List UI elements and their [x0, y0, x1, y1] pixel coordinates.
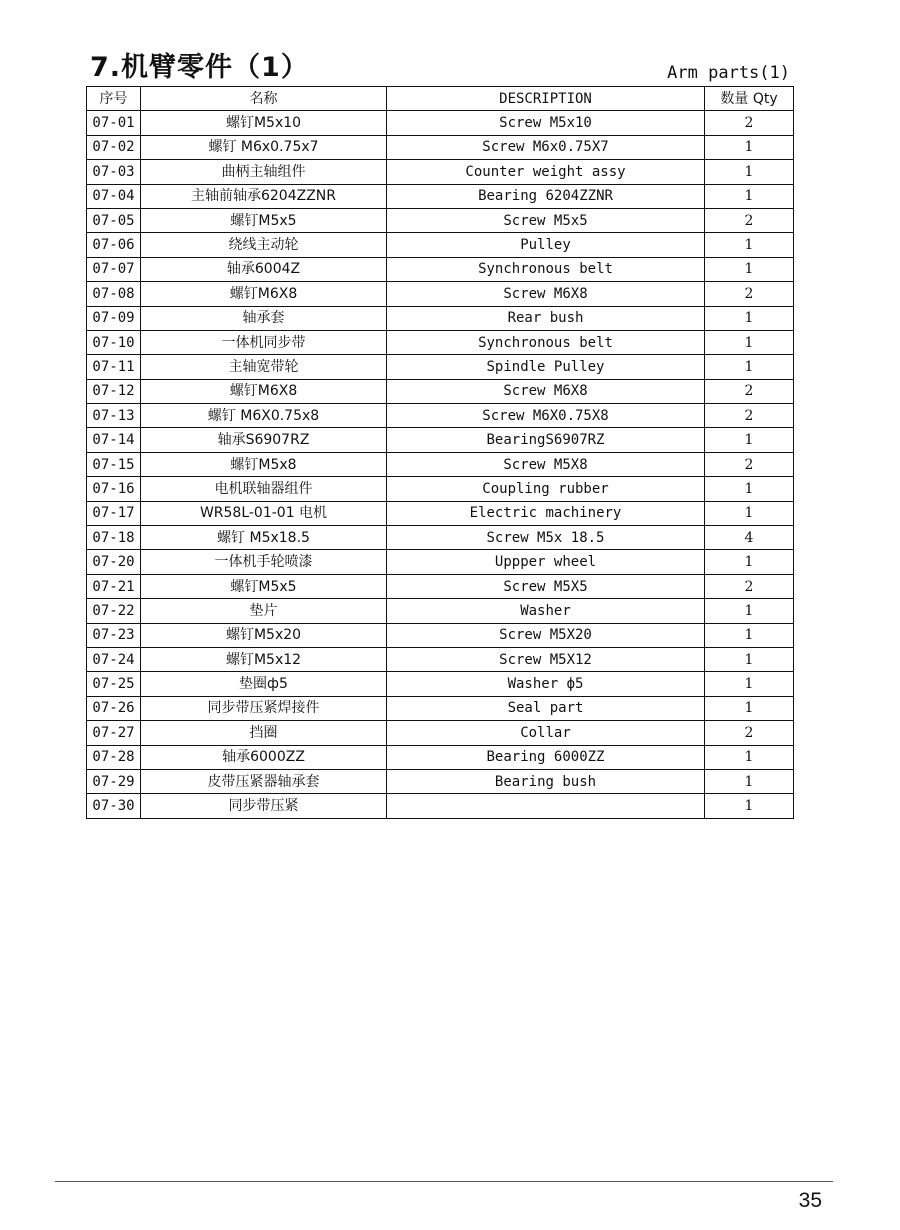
part-description-cell: Screw M5X20: [387, 623, 705, 647]
part-number-cell: 07-13: [87, 404, 141, 428]
part-number-cell: 07-21: [87, 574, 141, 598]
column-header-no: 序号: [87, 87, 141, 111]
part-name-cell: 螺钉M6X8: [141, 282, 387, 306]
part-description-cell: Rear bush: [387, 306, 705, 330]
part-description-cell: Screw M5x 18.5: [387, 526, 705, 550]
part-quantity-cell: 1: [705, 647, 794, 671]
table-row: [87, 160, 794, 184]
part-name-cell: WR58L-01-01 电机: [141, 501, 387, 525]
part-name-cell: 主轴前轴承6204ZZNR: [141, 184, 387, 208]
section-title-chinese: 7.机臂零件（1）: [90, 52, 309, 83]
part-description-cell: Washer: [387, 599, 705, 623]
table-row: [87, 501, 794, 525]
part-number-cell: 07-22: [87, 599, 141, 623]
column-header-name: 名称: [141, 87, 387, 111]
part-quantity-cell: 2: [705, 282, 794, 306]
table-row: [87, 452, 794, 476]
part-number-cell: 07-01: [87, 111, 141, 135]
table-row: [87, 330, 794, 354]
table-row: [87, 794, 794, 818]
part-number-cell: 07-14: [87, 428, 141, 452]
part-name-cell: 同步带压紧: [141, 794, 387, 818]
footer-divider: [55, 1181, 833, 1182]
part-description-cell: BearingS6907RZ: [387, 428, 705, 452]
part-description-cell: Uppper wheel: [387, 550, 705, 574]
part-description-cell: Screw M6X0.75X8: [387, 404, 705, 428]
part-quantity-cell: 4: [705, 526, 794, 550]
page-header: [86, 50, 796, 86]
table-row: [87, 526, 794, 550]
table-row: [87, 404, 794, 428]
part-quantity-cell: 1: [705, 769, 794, 793]
page-number: 35: [798, 1189, 822, 1212]
part-quantity-cell: 1: [705, 257, 794, 281]
table-row: [87, 477, 794, 501]
part-quantity-cell: 1: [705, 160, 794, 184]
part-number-cell: 07-12: [87, 379, 141, 403]
part-quantity-cell: 1: [705, 794, 794, 818]
part-quantity-cell: 2: [705, 379, 794, 403]
parts-table: [86, 86, 794, 819]
part-name-cell: 同步带压紧焊接件: [141, 696, 387, 720]
part-description-cell: Collar: [387, 721, 705, 745]
part-quantity-cell: 1: [705, 672, 794, 696]
table-row: [87, 623, 794, 647]
table-row: [87, 696, 794, 720]
part-quantity-cell: 1: [705, 477, 794, 501]
part-quantity-cell: 1: [705, 184, 794, 208]
part-description-cell: Bearing 6204ZZNR: [387, 184, 705, 208]
part-name-cell: 挡圈: [141, 721, 387, 745]
part-number-cell: 07-03: [87, 160, 141, 184]
table-row: [87, 111, 794, 135]
part-description-cell: [387, 794, 705, 818]
part-name-cell: 轴承6004Z: [141, 257, 387, 281]
part-number-cell: 07-29: [87, 769, 141, 793]
part-quantity-cell: 2: [705, 404, 794, 428]
part-description-cell: Screw M5x10: [387, 111, 705, 135]
table-row: [87, 282, 794, 306]
part-quantity-cell: 1: [705, 355, 794, 379]
part-number-cell: 07-23: [87, 623, 141, 647]
part-name-cell: 螺钉M5x12: [141, 647, 387, 671]
table-row: [87, 306, 794, 330]
table-row: [87, 574, 794, 598]
part-quantity-cell: 1: [705, 696, 794, 720]
part-number-cell: 07-06: [87, 233, 141, 257]
part-name-cell: 轴承套: [141, 306, 387, 330]
part-description-cell: Screw M5X5: [387, 574, 705, 598]
part-number-cell: 07-25: [87, 672, 141, 696]
part-description-cell: Screw M6X8: [387, 282, 705, 306]
part-description-cell: Screw M6X8: [387, 379, 705, 403]
part-name-cell: 电机联轴器组件: [141, 477, 387, 501]
table-row: [87, 379, 794, 403]
part-number-cell: 07-20: [87, 550, 141, 574]
part-number-cell: 07-05: [87, 208, 141, 232]
part-name-cell: 垫圈ф5: [141, 672, 387, 696]
part-description-cell: Screw M5x5: [387, 208, 705, 232]
part-name-cell: 螺钉M5x10: [141, 111, 387, 135]
part-quantity-cell: 1: [705, 599, 794, 623]
part-name-cell: 螺钉 M6X0.75x8: [141, 404, 387, 428]
part-quantity-cell: 2: [705, 721, 794, 745]
table-row: [87, 745, 794, 769]
part-description-cell: Screw M6x0.75X7: [387, 135, 705, 159]
part-number-cell: 07-11: [87, 355, 141, 379]
part-description-cell: Coupling rubber: [387, 477, 705, 501]
part-name-cell: 轴承6000ZZ: [141, 745, 387, 769]
part-description-cell: Spindle Pulley: [387, 355, 705, 379]
part-name-cell: 螺钉M5x5: [141, 208, 387, 232]
part-name-cell: 绕线主动轮: [141, 233, 387, 257]
table-row: [87, 233, 794, 257]
part-number-cell: 07-04: [87, 184, 141, 208]
part-quantity-cell: 2: [705, 208, 794, 232]
part-number-cell: 07-09: [87, 306, 141, 330]
part-name-cell: 螺钉M5x8: [141, 452, 387, 476]
part-quantity-cell: 1: [705, 306, 794, 330]
part-number-cell: 07-27: [87, 721, 141, 745]
part-quantity-cell: 1: [705, 501, 794, 525]
part-quantity-cell: 2: [705, 452, 794, 476]
table-row: [87, 672, 794, 696]
table-row: [87, 769, 794, 793]
part-name-cell: 螺钉M5x20: [141, 623, 387, 647]
part-description-cell: Seal part: [387, 696, 705, 720]
parts-table-body: [87, 111, 794, 818]
part-number-cell: 07-07: [87, 257, 141, 281]
part-number-cell: 07-17: [87, 501, 141, 525]
part-name-cell: 皮带压紧器轴承套: [141, 769, 387, 793]
table-header-row: [87, 87, 794, 111]
table-row: [87, 184, 794, 208]
part-quantity-cell: 1: [705, 550, 794, 574]
part-quantity-cell: 1: [705, 428, 794, 452]
part-number-cell: 07-28: [87, 745, 141, 769]
part-number-cell: 07-10: [87, 330, 141, 354]
table-row: [87, 428, 794, 452]
table-row: [87, 550, 794, 574]
part-name-cell: 螺钉 M6x0.75x7: [141, 135, 387, 159]
part-quantity-cell: 1: [705, 330, 794, 354]
part-description-cell: Screw M5X12: [387, 647, 705, 671]
part-description-cell: Bearing 6000ZZ: [387, 745, 705, 769]
part-number-cell: 07-16: [87, 477, 141, 501]
table-row: [87, 647, 794, 671]
table-row: [87, 355, 794, 379]
part-name-cell: 曲柄主轴组件: [141, 160, 387, 184]
part-number-cell: 07-26: [87, 696, 141, 720]
part-description-cell: Screw M5X8: [387, 452, 705, 476]
part-quantity-cell: 1: [705, 745, 794, 769]
part-name-cell: 螺钉M5x5: [141, 574, 387, 598]
part-description-cell: Washer ф5: [387, 672, 705, 696]
part-name-cell: 轴承S6907RZ: [141, 428, 387, 452]
part-number-cell: 07-15: [87, 452, 141, 476]
table-row: [87, 721, 794, 745]
part-quantity-cell: 1: [705, 135, 794, 159]
part-name-cell: 螺钉M6X8: [141, 379, 387, 403]
part-description-cell: Counter weight assy: [387, 160, 705, 184]
part-description-cell: Synchronous belt: [387, 330, 705, 354]
part-quantity-cell: 2: [705, 111, 794, 135]
part-quantity-cell: 1: [705, 233, 794, 257]
part-name-cell: 垫片: [141, 599, 387, 623]
part-number-cell: 07-30: [87, 794, 141, 818]
part-name-cell: 一体机同步带: [141, 330, 387, 354]
part-description-cell: Synchronous belt: [387, 257, 705, 281]
section-title-english: Arm parts(1): [667, 63, 790, 83]
part-description-cell: Electric machinery: [387, 501, 705, 525]
part-number-cell: 07-08: [87, 282, 141, 306]
part-number-cell: 07-02: [87, 135, 141, 159]
part-quantity-cell: 1: [705, 623, 794, 647]
column-header-qty: 数量 Qty: [705, 87, 794, 111]
column-header-description: DESCRIPTION: [387, 87, 705, 111]
table-row: [87, 208, 794, 232]
part-name-cell: 主轴宽带轮: [141, 355, 387, 379]
part-name-cell: 螺钉 M5x18.5: [141, 526, 387, 550]
table-row: [87, 257, 794, 281]
table-row: [87, 135, 794, 159]
table-row: [87, 599, 794, 623]
part-name-cell: 一体机手轮喷漆: [141, 550, 387, 574]
part-quantity-cell: 2: [705, 574, 794, 598]
part-description-cell: Bearing bush: [387, 769, 705, 793]
part-number-cell: 07-18: [87, 526, 141, 550]
part-number-cell: 07-24: [87, 647, 141, 671]
part-description-cell: Pulley: [387, 233, 705, 257]
